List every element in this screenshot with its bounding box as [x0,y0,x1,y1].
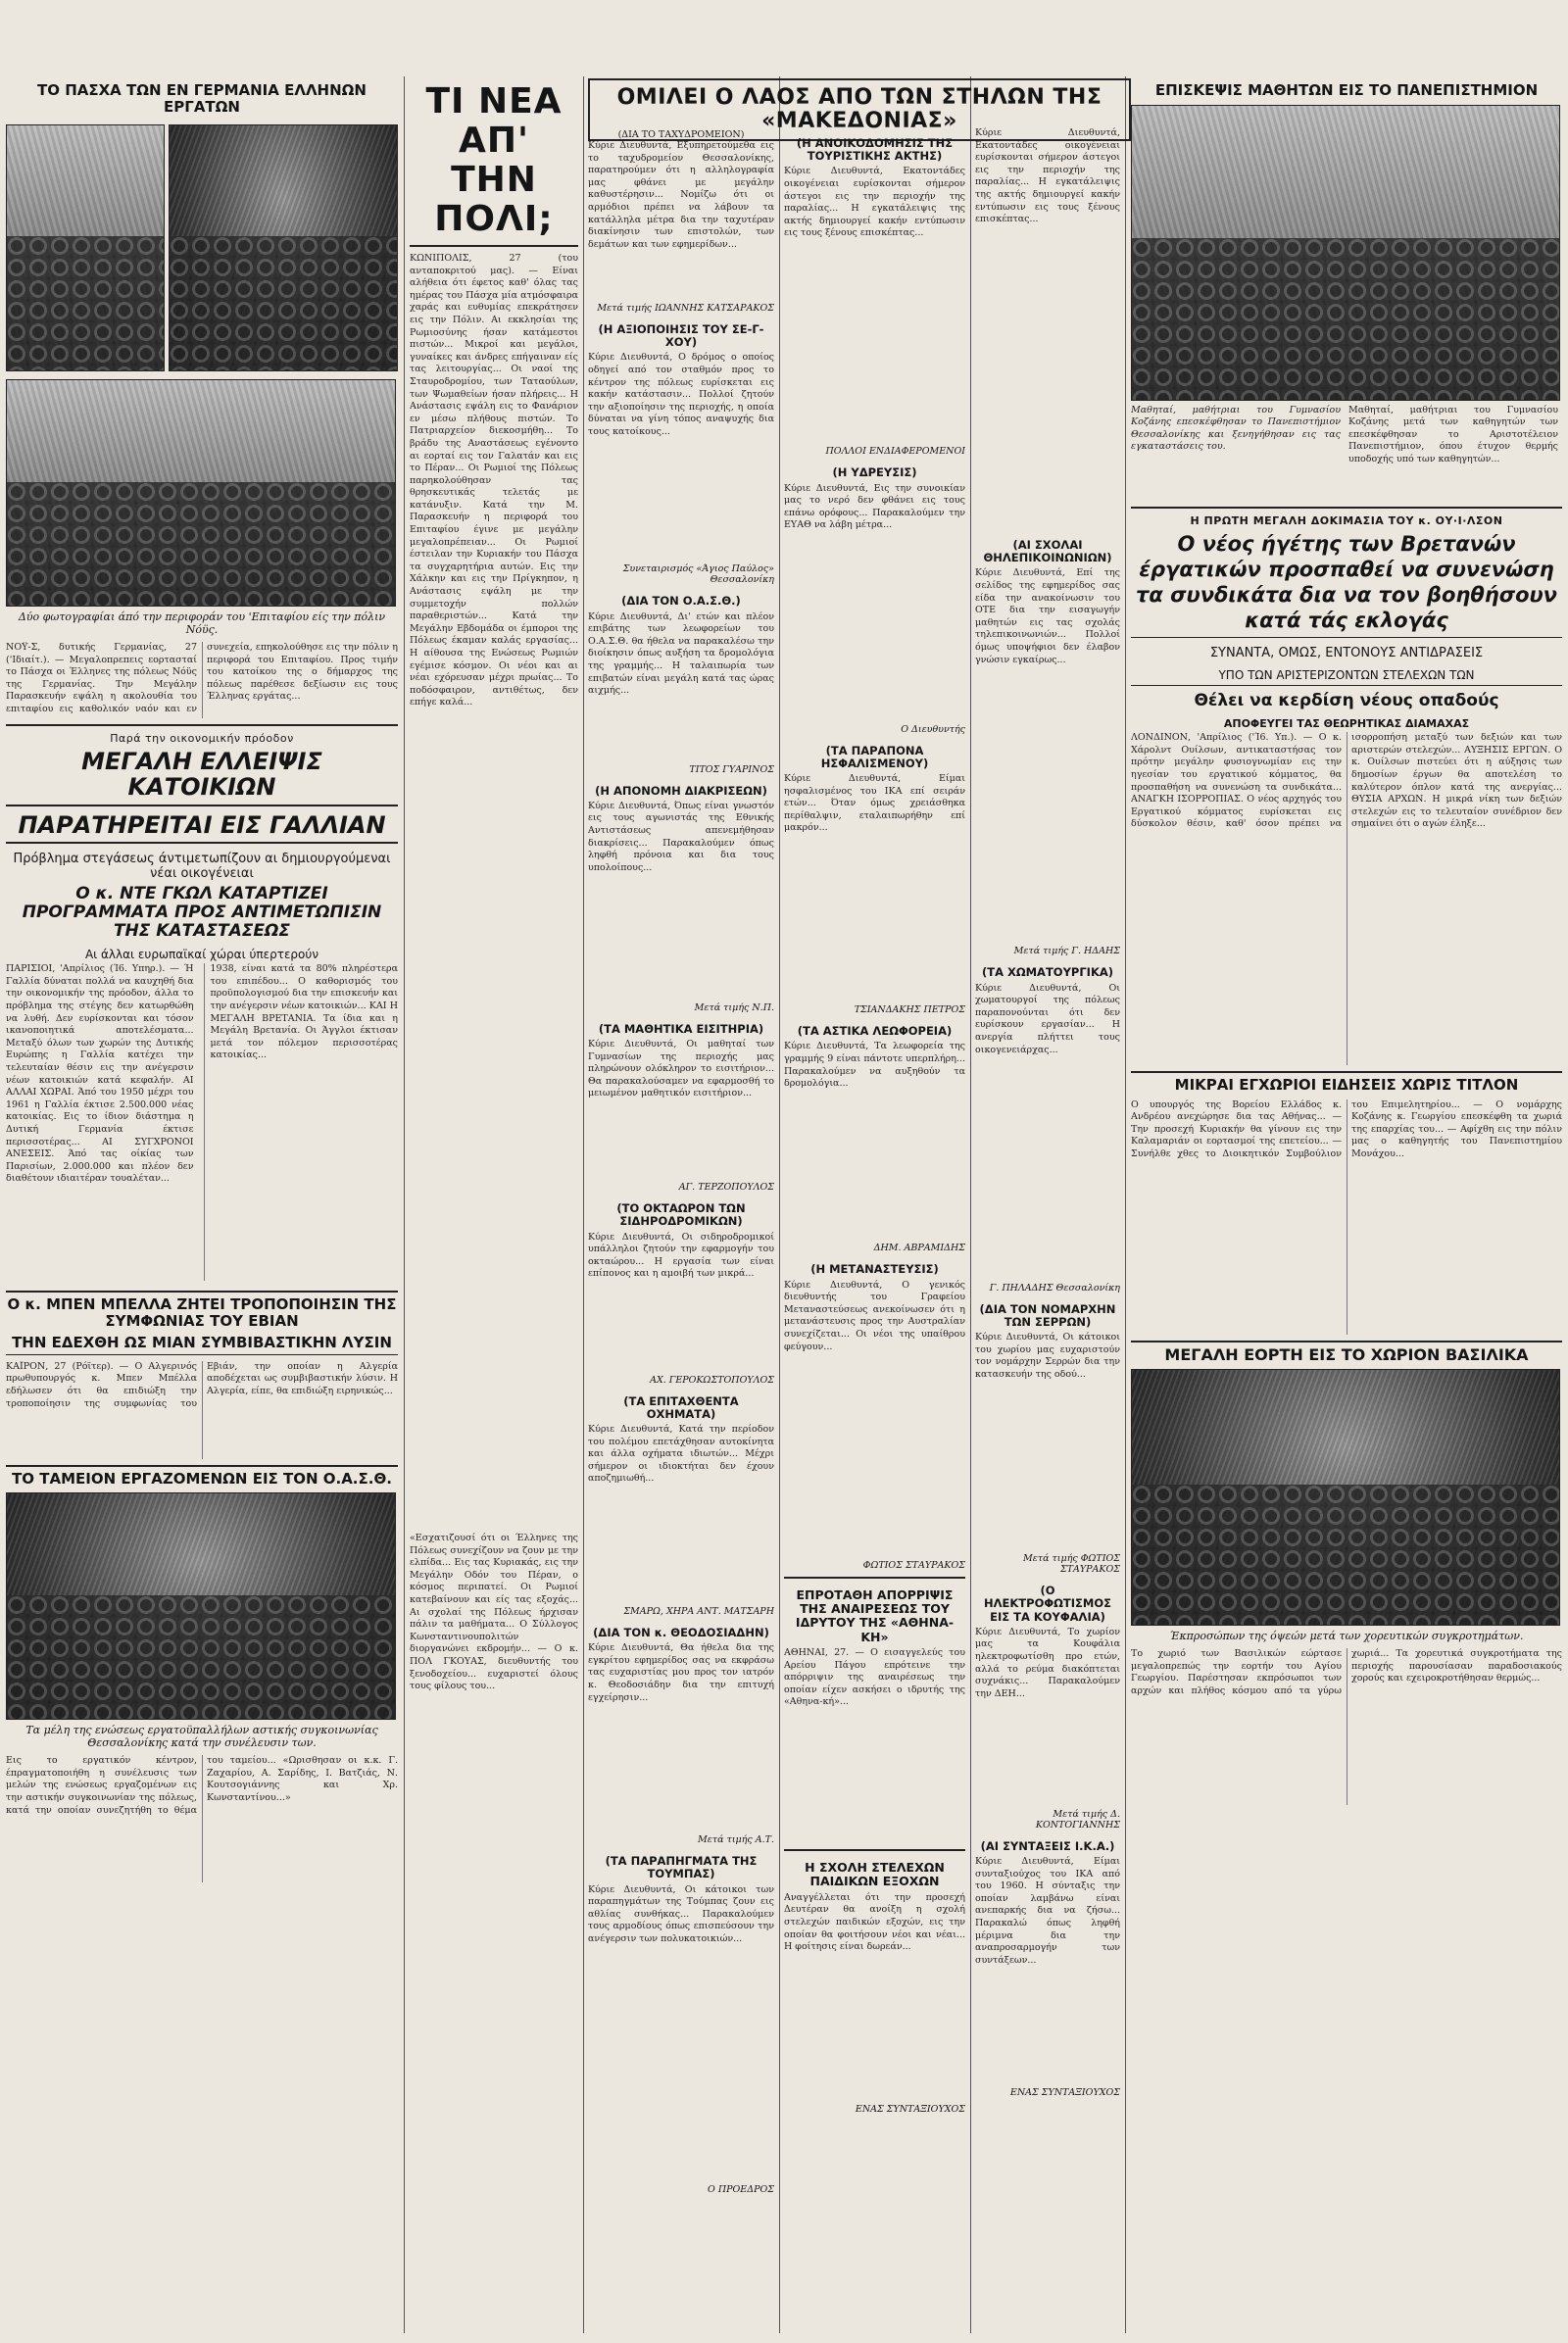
photo-easter-procession-3 [6,379,396,607]
letters-headline: ΟΜΙΛΕΙ Ο ΛΑΟΣ ΑΠΟ ΤΩΝ ΣΤΗΛΩΝ ΤΗΣ «ΜΑΚΕΔΟΝΙΑΣ» [616,85,1102,134]
letter-body: Κύριε Διευθυντά, Θα ήθελα δια της εγκρίτου εφημερίδος σας να εκφράσω τας ευχαριστίας μου προς τον ιατρόν κ. Θεοδοσιάδην δια την επιτυχή εγχείρησιν... [588,1642,774,1703]
ben-bella-story: ΚΑΪΡΟΝ, 27 (Ρόϊτερ). — Ο Αλγερινός πρωθυπουργός κ. Μπεν Μπέλλα εδήλωσεν ότι θα επιδιώξη την τροποποίησιν της συμφωνίας του Εβιάν, την οποίαν η Αλγερία αποδέχεται ως συμβιβαστικήν λύσιν. Η Αλγερία, είπε, θα επιδιώξη ειρηνικώς... [6,1360,398,1409]
photo-village-celebration [1131,1369,1560,1626]
column-rule [1125,76,1126,2333]
letter-title: (Η ΑΝΟΙΚΟΔΟΜΗΣΙΣ ΤΗΣ ΤΟΥΡΙΣΤΙΚΗΣ ΑΚΤΗΣ) [796,136,954,164]
letter-signature: Μετά τιμής ΦΩΤΙΟΣ ΣΤΑΥΡΑΚΟΣ [1023,1553,1120,1576]
city-news-story-2: «Εσχατιζουσί ότι οι Έλληνες της Πόλεως συνεχίζουν να ζουν με την ελπίδα... Εις τας Κυριακάς, εις την Μεγάλην Οδόν του Πέραν, ο κόσμος περιπατεί. Οι Ρωμιοί κατεβαίνουν και είς τας εξοχάς... Αι σχολαί της Πόλεως ήρχισαν πάλιν τα μαθήματα... Ο Σύλλογος Κωνσταντινουπολιτών διοργανώνει εκδρομήν... — Ο κ. ΠΟΛ ΓΚΟΥΑΣ, διευθυντής του ξενοδοχείου... ευχαριστεί όλους τους φίλους του... [410,1533,578,1692]
wilson-sub-4: ΑΠΟΦΕΥΓΕΙ ΤΑΣ ΘΕΩΡΗΤΙΚΑΣ ΔΙΑΜΑΧΑΣ [1223,717,1470,731]
letter-title: (Ο ΗΛΕΚΤΡΟΦΩΤΙΣΜΟΣ ΕΙΣ ΤΑ ΚΟΥΦΑΛΙΑ) [984,1584,1111,1624]
housing-story: ΠΑΡΙΣΙΟΙ, 'Απρίλιος (Ί6. Υπηρ.). — Ή Γαλλία δύναται πολλά να καυχηθή δια την οικονομικήν της πρόοδον, άλλα το πρόβλημα της στέγης δεν κατωρθώθη να λυθή. Δεν ευρίσκονται και τόσον ικανοποιητικά αποτελέσματα... Μεταξύ όλων των χωρών της Δυτικής Ευρώπης η Γαλλία κατέχει την τελευταίαν θέσιν εις την ανέγερσιν νέων κατοικιών κατά κεφαλήν. ΑΙ ΑΛΛΑΙ ΧΩΡΑΙ. Άπό του 1950 μέχρι του 1961 η Γαλλία έκτισε 2.500.000 νέας κατοικίας. Εις το ίδιον διάστημα η Δυτική Γερμανία έκτισε περισσοτέρας... ΑΙ ΣΥΓΧΡΟΝΟΙ ΑΝΕΣΕΙΣ. Άπό τας οίκίας των Παρισίων, 2.000.000 και πλέον δεν διαθέτουν ιδιαιτέραν τουαλέταν... [6,963,194,1185]
letter-body: Κύριε Διευθυντά, Είμαι συνταξιούχος του ΙΚΑ από του 1960. Η σύνταξις την οποίαν λαμβάνω είναι ανεπαρκής δια να ζήσω... Παρακαλώ όπως ληφθή μέριμνα δια την αναπροσαρμογήν των συντάξεων... [975,1855,1120,1966]
letter-pre: (ΔΙΑ ΤΟ ΤΑΧΥΔΡΟΜΕΙΟΝ) [617,129,745,140]
wilson-story: ΛΟΝΔΙΝΟΝ, 'Απρίλιος ('Ί6. Υπ.). — Ο κ. Χάρολντ Ουίλσων, αντικαταστήσας τον πρότην μεγάλην φυσιογνωμίαν εις την ηγεσίαν του εργατικού κόμματος, θα προσπαθήση να συνενώση τα συνδικάτα... ΑΝΑΓΚΗ ΙΣΟΡΡΟΠΙΑΣ. Ο νέος αρχηγός του Εργατικού κόμματος ευρίσκεται εις δύσκολον θέσιν, καθ' όσον πρέπει να ισορροπήση μεταξύ των δεξιών και των αριστερών στελεχών... ΑΥΞΗΣΙΣ ΕΡΓΩΝ. Ο κ. Ουίλσων πιστεύει ότι η αύξησις των δημοσίων έργων θα αποτελέση το καλύτερον όπλον κατά της ανεργίας... ΘΥΣΙΑ ΑΡΧΩΝ. Η μικρά νίκη των δεξιών στελεχών εις το τελευταίον συνέδριον δεν σημαίνει ότι ο αγών έληξε... [1131,732,1562,830]
news-title: Η ΣΧΟΛΗ ΣΤΕΛΕΧΩΝ ΠΑΙΔΙΚΩΝ ΕΞΟΧΩΝ [805,1860,945,1889]
photo2-headline: ΤΟ ΤΑΜΕΙΟΝ ΕΡΓΑΖΟΜΕΝΩΝ ΕΙΣ ΤΟΝ Ο.Α.Σ.Θ. [12,1469,392,1488]
news-body: Αναγγέλλεται ότι την προσεχή Δευτέραν θα ανοίξη η σχολή στελεχών παιδικών εξοχών, εις την οποίαν θα φοιτήσουν νέοι και νέαι... Η φοίτησις είναι δωρεάν... [784,1891,965,1953]
photo-union-meeting [6,1492,396,1720]
letter-body: Κύριε Διευθυντά, Ο δρόμος ο οποίος οδηγεί από τον σταθμόν προς το κέντρον της πόλεως ευρίσκεται εις κακήν κατάστασιν... Πολλοί ζητούν την αξιοποίησιν της περιοχής, η οποία δύναται να γίνη τόπος αναψυχής δια τους κατοίκους... [588,352,774,437]
letter-body: Κύριε Διευθυντά, Κατά την περίοδον του πολέμου επετάχθησαν αυτοκίνητα και άλλα οχήματα ιδιωτών... Μέχρι σήμερον οι ιδιοκτήται δεν έχουν αποζημιωθή... [588,1423,774,1485]
letter-title: (ΤΑ ΕΠΙΤΑΧΘΕΝΤΑ ΟΧΗΜΑΤΑ) [623,1393,739,1421]
vasilika-photo-caption: Έκπροσώπων της όψεών μετά των χορευτικών συγκροτημάτων. [1169,1630,1524,1643]
letter-signature: Μετά τιμής Γ. ΗΔΑΗΣ [1013,946,1120,957]
letter-title: (ΤΑ ΑΣΤΙΚΑ ΛΕΩΦΟΡΕΙΑ) [797,1024,953,1039]
column-rule [970,76,971,2333]
headline-ben-bella: Ο κ. ΜΠΕΝ ΜΠΕΛΛΑ ΖΗΤΕΙ ΤΡΟΠΟΠΟΙΗΣΙΝ ΤΗΣ ΣΥΜΦΩΝΙΑΣ ΤΟΥ ΕΒΙΑΝ [7,1295,397,1330]
housing-story-right: 1938, είναι κατά τα 80% πληρέστερα του επιπέδου... Ο καθορισμός του προϋπολογισμού δια την επισκευήν και την ανέγερσιν νέων κατοικιών... ΚΑΙ Η ΜΕΓΑΛΗ ΒΡΕΤΑΝΙΑ. Τα ίδια και η Μεγάλη Βρετανία. Οι Άγγλοι έκτισαν μετά τον πόλεμον περισσοτέρας κατοικίας... [204,963,399,1281]
letter-body: Κύριε Διευθυντά, Εκατοντάδες οικογένειαι ευρίσκονται σήμερον άστεγοι εις την περιοχήν της παραλίας... Η εγκατάλειψις της ακτής δημιουργεί κακήν εντύπωσιν εις τους ξένους επισκέπτας... [784,166,965,239]
kicker: Αι άλλαι ευρωπαϊκαί χώραι ύπερτερούν [84,948,319,962]
letter-body: Κύριε Διευθυντά, Εκατοντάδες οικογένειαι ευρίσκονται σήμερον άστεγοι εις την περιοχήν της παραλίας... Η εγκατάλειψις της ακτής δημιουργεί κακήν εντύπωσιν εις τους ξένους επισκέπτας... [975,127,1120,225]
letter-signature: Ο ΠΡΟΕΔΡΟΣ [708,2183,774,2195]
letter-title: (ΔΙΑ ΤΟΝ κ. ΘΕΟΔΟΣΙΑΔΗΝ) [593,1625,769,1639]
photo-easter-procession-2 [169,124,398,371]
news-signature: ΕΝΑΣ ΣΥΝΤΑΞΙΟΥΧΟΣ [855,2103,965,2115]
photo-headline: ΤΟ ΠΑΣΧΑ ΤΩΝ ΕΝ ΓΕΡΜΑΝΙΑ ΕΛΛΗΝΩΝ ΕΡΓΑΤΩΝ [37,81,367,116]
letters-column-3 [975,127,1120,2333]
wilson-sub-2: ΥΠΟ ΤΩΝ ΑΡΙΣΤΕΡΙΖΟΝΤΩΝ ΣΤΕΛΕΧΩΝ ΤΩΝ [1131,668,1562,686]
letter-body: Κύριε Διευθυντά, Επί της σελίδος της εφημερίδος σας είδα την ανακοίνωσιν του ΟΤΕ δια την εισαγωγήν μαθητών εις τας σχολάς τηλεπικοινωνιών... Πολλοί όμως υποψήφιοι δεν έλαβον γνώσιν εγκαίρως... [975,567,1120,665]
column-rule [779,76,780,2333]
photo2-story: Εις το εργατικόν κέντρον, έπραγματοποιήθη η συνέλευσις των μελών της ενώσεως εργαζομένων εις την αστικήν συγκοινωνίαν της πόλεως, κατά την οποίαν συνεζητήθη το θέμα του ταμείου... «Ωρισθησαν οι κ.κ. Γ. Ζαχαρίου, Α. Σαρίδης, Ι. Βατζιάς, Ν. Κουτσογιάννης και Χρ. Κωνσταντίνου...» [6,1755,398,1816]
letter-body: Κύριε Διευθυντά, Το χωρίον μας τα Κουφάλια ηλεκτροφωτίσθη προ ετών, αλλά το ρεύμα διακόπτεται συχνάκις... Παρακαλούμεν την ΔΕΗ... [975,1626,1120,1699]
photo-caption: Δύο φωτογραφίαι άπό την περιφοράν του 'Επιταφίου είς την πόλιν Νόϋς. [18,610,386,636]
headline-de-gaulle: Ο κ. ΝΤΕ ΓΚΩΛ ΚΑΤΑΡΤΙΖΕΙ ΠΡΟΓΡΑΜΜΑΤΑ ΠΡΟΣ ΑΝΤΙΜΕΤΩΠΙΣΙΝ ΤΗΣ ΚΑΤΑΣΤΑΣΕΩΣ [22,884,382,941]
letter-body: Κύριε Διευθυντά, Οι μαθηταί των Γυμνασίων της περιοχής μας πληρώνουν ολόκληρον το εισιτήριον... Θα παρακαλούσαμεν να εφαρμοσθή το μειωμένον μαθητικόν εισιτήριον... [588,1039,774,1099]
university-photo-caption: Μαθηταί, μαθήτριαι του Γυμνασίου Κοζάνης επεσκέφθησαν το Πανεπιστήμιον Θεσσαλονίκης και ξενηγήθησαν εις τας εγκαταστάσεις του. [1131,404,1341,453]
letter-title: (Η ΥΔΡΕΥΣΙΣ) [832,465,917,480]
left-column [6,78,398,2333]
university-photo-headline: ΕΠΙΣΚΕΨΙΣ ΜΑΘΗΤΩΝ ΕΙΣ ΤΟ ΠΑΝΕΠΙΣΤΗΜΙΟΝ [1154,81,1539,99]
city-news-story: ΚΩΝΙΠΟΛΙΣ, 27 (του ανταποκριτού μας). — Είναι αλήθεια ότι έφετος καθ' όλας τας ημέρας του Πάσχα μία ατμόσφαιρα χαράς και ευθυμίας επεκράτησεν εις την Πόλιν. Αι εκκλησίαι της Ρωμιοσύνης ήσαν κατάμεστοι πιστών... Μικροί και μεγάλοι, γυναίκες και άνδρες επήγαιναν είς τας λειτουργίας... Οι ναοί της Σταυροδρομίου, των Ταταούλων, των Ψωμαθείων ήσαν πλήρεις... Η Ανάστασις εψάλη εις το Φανάριον εν μέσω πλήθους πιστών. Το Πατριαρχείον διεκοσμήθη... Το βράδυ της Αναστάσεως εγένοντο αι εορταί εις τον Γαλατάν και εις το Πέραν... Οι Ρωμιοί της Πόλεως παρηκολούθησαν τας θρησκευτικάς τελετάς με κατάνυξιν. Κατά την Μ. Παρασκευήν η περιφορά του Επιταφίου έγινε με μεγάλην μεγαλοπρέπειαν... Οι Ρωμιοί έστειλαν την Κυριακήν του Πάσχα τα συγχαρητήρια αυτών. Εις την Χάλκην και εις την Πρίγκηπον, η Ανάστασις εψάλη με την συμμετοχήν πολλών παραθεριστών... Κατά την Μεγάλην Εβδομάδα οι έμποροι της Πόλεως έκαμαν καλάς εργασίας... Η αίθουσα της Ενώσεως Ρωμιών εγέμισε κόσμον. Οι νέοι και αι νέαι εχόρευσαν μέχρι πρωίας... Το ποδόσφαιρον, αντιθέτως, δεν επήγε καλά... [410,253,578,708]
letter-signature: Μετά τιμής Α.Τ. [698,1834,774,1846]
letter-signature: Συνεταιρισμός «Άγιος Παύλος» Θεσσαλονίκη [622,563,774,586]
letter-signature: ΣΜΑΡΩ, ΧΗΡΑ ΑΝΤ. ΜΑΤΣΑΡΗ [623,1605,774,1617]
letter-body: Κύριε Διευθυντά, Εξυπηρετούμεθα εις το ταχυδρομείον Θεσσαλονίκης, παρατηρούμεν ότι η αλληλογραφία μας φθάνει με μεγάλην καθυστέρησιν... Νομίζω ότι οι αρμόδιοι πρέπει να λάβουν τα κατάλληλα μέτρα δια την ταχυτέραν διακίνησιν των επιστολών, των δεμάτων και των εφημερίδων... [588,140,774,250]
letter-signature: ΕΝΑΣ ΣΥΝΤΑΞΙΟΥΧΟΣ [1009,2086,1120,2098]
vasilika-story: Το χωριό των Βασιλικών εώρτασε μεγαλοπρεπώς την εορτήν του Αγίου Γεωργίου. Παρέστησαν εκπρόσωποι των αρχών και πλήθος κόσμου από τα γύρω χωριά... Τα χορευτικά συγκροτήματα της περιοχής παρουσίασαν παραδοσιακούς χορούς και εχειροκροτήθησαν θερμώς... [1131,1648,1562,1697]
letters-column-2 [784,127,965,2333]
photo2-caption: Τα μέλη της ενώσεως εργατοϋπαλλήλων αστικής συγκοινωνίας Θεσσαλονίκης κατά την συνέλευσιν των. [25,1724,378,1750]
letter-signature: Ο Διευθυντής [901,723,965,735]
letter-signature: Μετά τιμής Δ. ΚΟΝΤΟΓΙΑΝΝΗΣ [1035,1808,1120,1830]
letter-title: (ΑΙ ΣΥΝΤΑΞΕΙΣ Ι.Κ.Α.) [980,1838,1115,1853]
wilson-sub-3: Θέλει να κερδίση νέους οπαδούς [1194,690,1499,710]
letter-signature: ΤΙΤΟΣ ΓΥΑΡΙΝΟΣ [689,763,774,775]
letter-title: (Η ΑΠΟΝΟΜΗ ΔΙΑΚΡΙΣΕΩΝ) [595,783,767,798]
headline-evian: ΤΗΝ ΕΔΕΧΘΗ ΩΣ ΜΙΑΝ ΣΥΜΒΙΒΑΣΤΙΚΗΝ ΛΥΣΙΝ [6,1335,398,1355]
headline-housing-1: ΜΕΓΑΛΗ ΕΛΛΕΙΨΙΣ ΚΑΤΟΙΚΙΩΝ [6,749,398,806]
letter-title: (ΔΙΑ ΤΟΝ Ο.Α.Σ.Θ.) [621,594,741,609]
letter-title: (ΔΙΑ ΤΟΝ ΝΟΜΑΡΧΗΝ ΤΩΝ ΣΕΡΡΩΝ) [979,1301,1116,1329]
subheadline: Πρόβλημα στεγάσεως άντιμετωπίζουν αι δημιουργούμεναι νέαι οικογένειαι [13,852,391,882]
wilson-pre-headline: Η ΠΡΩΤΗ ΜΕΓΑΛΗ ΔΟΚΙΜΑΣΙΑ ΤΟΥ κ. ΟΥ·Ι·ΛΣΟΝ [1190,513,1503,527]
letter-signature: Μετά τιμής ΙΩΑΝΝΗΣ ΚΑΤΣΑΡΑΚΟΣ [597,303,774,314]
letter-body: Κύριε Διευθυντά, Οι κάτοικοι των παραπηγμάτων της Τούμπας ζουν εις αθλίας συνθήκας... Παρακαλούμεν τους αρμοδίους όπως επισπεύσουν την ανέγερσιν των πολυκατοικιών... [588,1883,774,1944]
news-title: ΕΠΡΟΤΑΘΗ ΑΠΟΡΡΙΨΙΣ ΤΗΣ ΑΝΑΙΡΕΣΕΩΣ ΤΟΥ ΙΔΡΥΤΟΥ ΤΗΣ «ΑΘΗΝΑ-ΚΗ» [795,1586,955,1644]
news-body: ΑΘΗΝΑΙ, 27. — Ο εισαγγελεύς του Αρείου Πάγου επρότεινε την απόρριψιν της αναιρέσεως την οποίαν είχεν ασκήσει ο ιδρυτής της «Αθηνα-κή»... [784,1647,965,1708]
pre-headline: Παρά την οικονομικήν πρόοδον [110,732,294,745]
local-news-story: Ο υπουργός της Βορείου Ελλάδος κ. Ανδρέου ανεχώρησε δια τας Αθήνας... — Την προσεχή Κυριακήν θα γίνουν εις την Καλαμαριάν οι εορτασμοί της επετείου... — Συνήλθε χθες το Διοικητικόν Συμβούλιον του Επιμελητηρίου... — Ο νομάρχης Κοζάνης κ. Γεωργίου επεσκέφθη τα χωριά της επαρχίας του... — Αφίχθη εις την πόλιν μας ο καθηγητής του Πανεπιστημίου Μονάχου... [1131,1098,1562,1160]
column-rule [404,76,405,2333]
letter-body: Κύριε Διευθυντά, Είμαι ησφαλισμένος του ΙΚΑ επί σειράν ετών... Όταν όμως χρειάσθηκα περίθαλψιν, εταλαιπωρήθην επί μακρόν... [784,773,965,834]
letter-title: (ΤΑ ΜΑΘΗΤΙΚΑ ΕΙΣΙΤΗΡΙΑ) [598,1021,764,1036]
letter-title: (ΑΙ ΣΧΟΛΑΙ ΘΗΛΕΠΙΚΟΙΝΩΝΙΩΝ) [983,538,1112,565]
letter-title: (ΤΟ ΟΚΤΑΩΡΟΝ ΤΩΝ ΣΙΔΗΡΟΔΡΟΜΙΚΩΝ) [616,1201,746,1229]
letter-signature: ΤΣΙΑΝΔΑΚΗΣ ΠΕΤΡΟΣ [854,1004,965,1016]
letter-body: Κύριε Διευθυντά, Ο γενικός διευθυντής του Γραφείου Μεταναστεύσεως ανεκοίνωσεν ότι η μετανάστευσις προς την Αυστραλίαν συνεχίζεται... Οι νέοι της υπαίθρου φεύγουν... [784,1279,965,1352]
letter-body: Κύριε Διευθυντά, Οι κάτοικοι του χωρίου μας ευχαριστούν τον νομάρχην Σερρών δια την κατασκευήν της οδού... [975,1332,1120,1380]
university-photo-story: Μαθηταί, μαθήτριαι του Γυμνασίου Κοζάνης μετά των καθηγητών των επεσκέφθησαν το Αριστοτέλειον Πανεπιστήμιον, όπου έτυχον θερμής υποδοχής υπό των καθηγητών... [1348,404,1558,464]
letter-signature: Μετά τιμής Ν.Π. [694,1001,774,1013]
letter-body: Κύριε Διευθυντά, Οι σιδηροδρομικοί υπάλληλοι ζητούν την εφαρμογήν του οκταώρου... Η εργασία των είναι επίπονος και η αμοιβή των μικρά... [588,1231,774,1280]
letter-signature: ΔΗΜ. ΑΒΡΑΜΙΔΗΣ [873,1243,965,1254]
letter-body: Κύριε Διευθυντά, Όπως είναι γνωστόν εις τους αγωνιστάς της Εθνικής Αντιστάσεως απενεμήθησαν διακρίσεις... Παρακαλούμεν όπως ληφθή πρόνοια και δια τους υπολοίπους... [588,800,774,873]
city-news-headline: ΤΙ ΝΕΑ ΑΠ' ΤΗΝ ΠΟΛΙ; [410,82,578,247]
letter-body: Κύριε Διευθυντά, Δι' ετών και πλέον επιβάτης των λεωφορείων του Ο.Α.Σ.Θ. θα ήθελα να παρακαλέσω την διοίκησιν όπως αυξήση τα δρομολόγια της γραμμής... Η ταλαιπωρία των επιβατών είναι μεγάλη κατά τας ώρας αιχμής... [588,610,774,697]
local-news-headline: ΜΙΚΡΑΙ ΕΓΧΩΡΙΟΙ ΕΙΔΗΣΕΙΣ ΧΩΡΙΣ ΤΙΤΛΟΝ [1174,1076,1519,1095]
letter-title: (ΤΑ ΧΩΜΑΤΟΥΡΓΙΚΑ) [981,965,1114,980]
column-rule [583,76,584,2333]
letter-signature: Γ. ΠΗΛΑΔΗΣ Θεσσαλονίκη [989,1282,1120,1294]
right-column [1131,78,1562,2333]
letter-title: (ΤΑ ΠΑΡΑΠΟΝΑ ΗΣΦΑΛΙΣΜΕΝΟΥ) [820,743,929,770]
letter-signature: ΦΩΤΙΟΣ ΣΤΑΥΡΑΚΟΣ [862,1559,965,1571]
headline-housing-2: ΠΑΡΑΤΗΡΕΙΤΑΙ ΕΙΣ ΓΑΛΛΙΑΝ [6,812,398,844]
wilson-sub-1: ΣΥΝΑΝΤΑ, ΟΜΩΣ, ΕΝΤΟΝΟΥΣ ΑΝΤΙΔΡΑΣΕΙΣ [1209,645,1484,660]
letter-title: (ΤΑ ΠΑΡΑΠΗΓΜΑΤΑ ΤΗΣ ΤΟΥΜΠΑΣ) [605,1854,758,1881]
letter-title: (Η ΜΕΤΑΝΑΣΤΕΥΣΙΣ) [810,1262,939,1277]
letter-body: Κύριε Διευθυντά, Οι χωματουργοί της πόλεως παραπονούνται ότι δεν ευρίσκουν εργασίαν... Η ανεργία πλήττει τους οικογενειάρχας... [975,982,1120,1055]
wilson-headline: Ο νέος ήγέτης των Βρετανών έργατικών προσπαθεί να συνενώση τα συνδικάτα δια να τον βοηθήσουν κατά τάς εκλογάς [1131,531,1562,638]
photo-students-university [1131,105,1560,401]
letter-body: Κύριε Διευθυντά, Τα λεωφορεία της γραμμής 9 είναι πάντοτε υπερπλήρη... Παρακαλούμεν να αυξηθούν τα δρομολόγια... [784,1041,965,1090]
photo-easter-procession-1 [6,124,165,371]
letter-signature: ΠΟΛΛΟΙ ΕΝΔΙΑΦΕΡΟΜΕΝΟΙ [825,446,965,458]
letter-title: (Η ΑΞΙΟΠΟΙΗΣΙΣ ΤΟΥ ΣΕ-Γ-ΧΟΥ) [598,322,764,350]
city-news-column [410,78,578,2333]
letter-body: Κύριε Διευθυντά, Εις την συνοικίαν μας το νερό δεν φθάνει εις τους επάνω ορόφους... Παρακαλούμεν την ΕΥΑΘ να λάβη μέτρα... [784,482,965,531]
letter-signature: ΑΓ. ΤΕΡΖΟΠΟΥΛΟΣ [678,1182,774,1194]
letter-signature: ΑΧ. ΓΕΡΟΚΩΣΤΟΠΟΥΛΟΣ [650,1374,774,1386]
photo-story: ΝΟΫ-Σ, δυτικής Γερμανίας, 27 ('Ιδιαίτ.). — Μεγαλοπρεπεις εορτασταί το Πάσχα οι Έλληνες της πόλεως Νόϋς της Γερμανίας. Την Μεγάλην Παρασκευήν εψάλη η ακολουθία του επιταφίου εις καθολικόν ναόν και εν συνεχεία, επηκολούθησε εις την πόλιν η περιφορά του Επιταφίου. Προς τιμήν του κατοίκου της ο δήμαρχος της πόλεως παρέθεσε δεξίωσιν εις τους Έλληνας εργάτας... [6,642,398,714]
vasilika-photo-headline: ΜΕΓΑΛΗ ΕΟΡΤΗ ΕΙΣ ΤΟ ΧΩΡΙΟΝ ΒΑΣΙΛΙΚΑ [1164,1344,1529,1364]
letters-column-1 [588,127,774,2333]
